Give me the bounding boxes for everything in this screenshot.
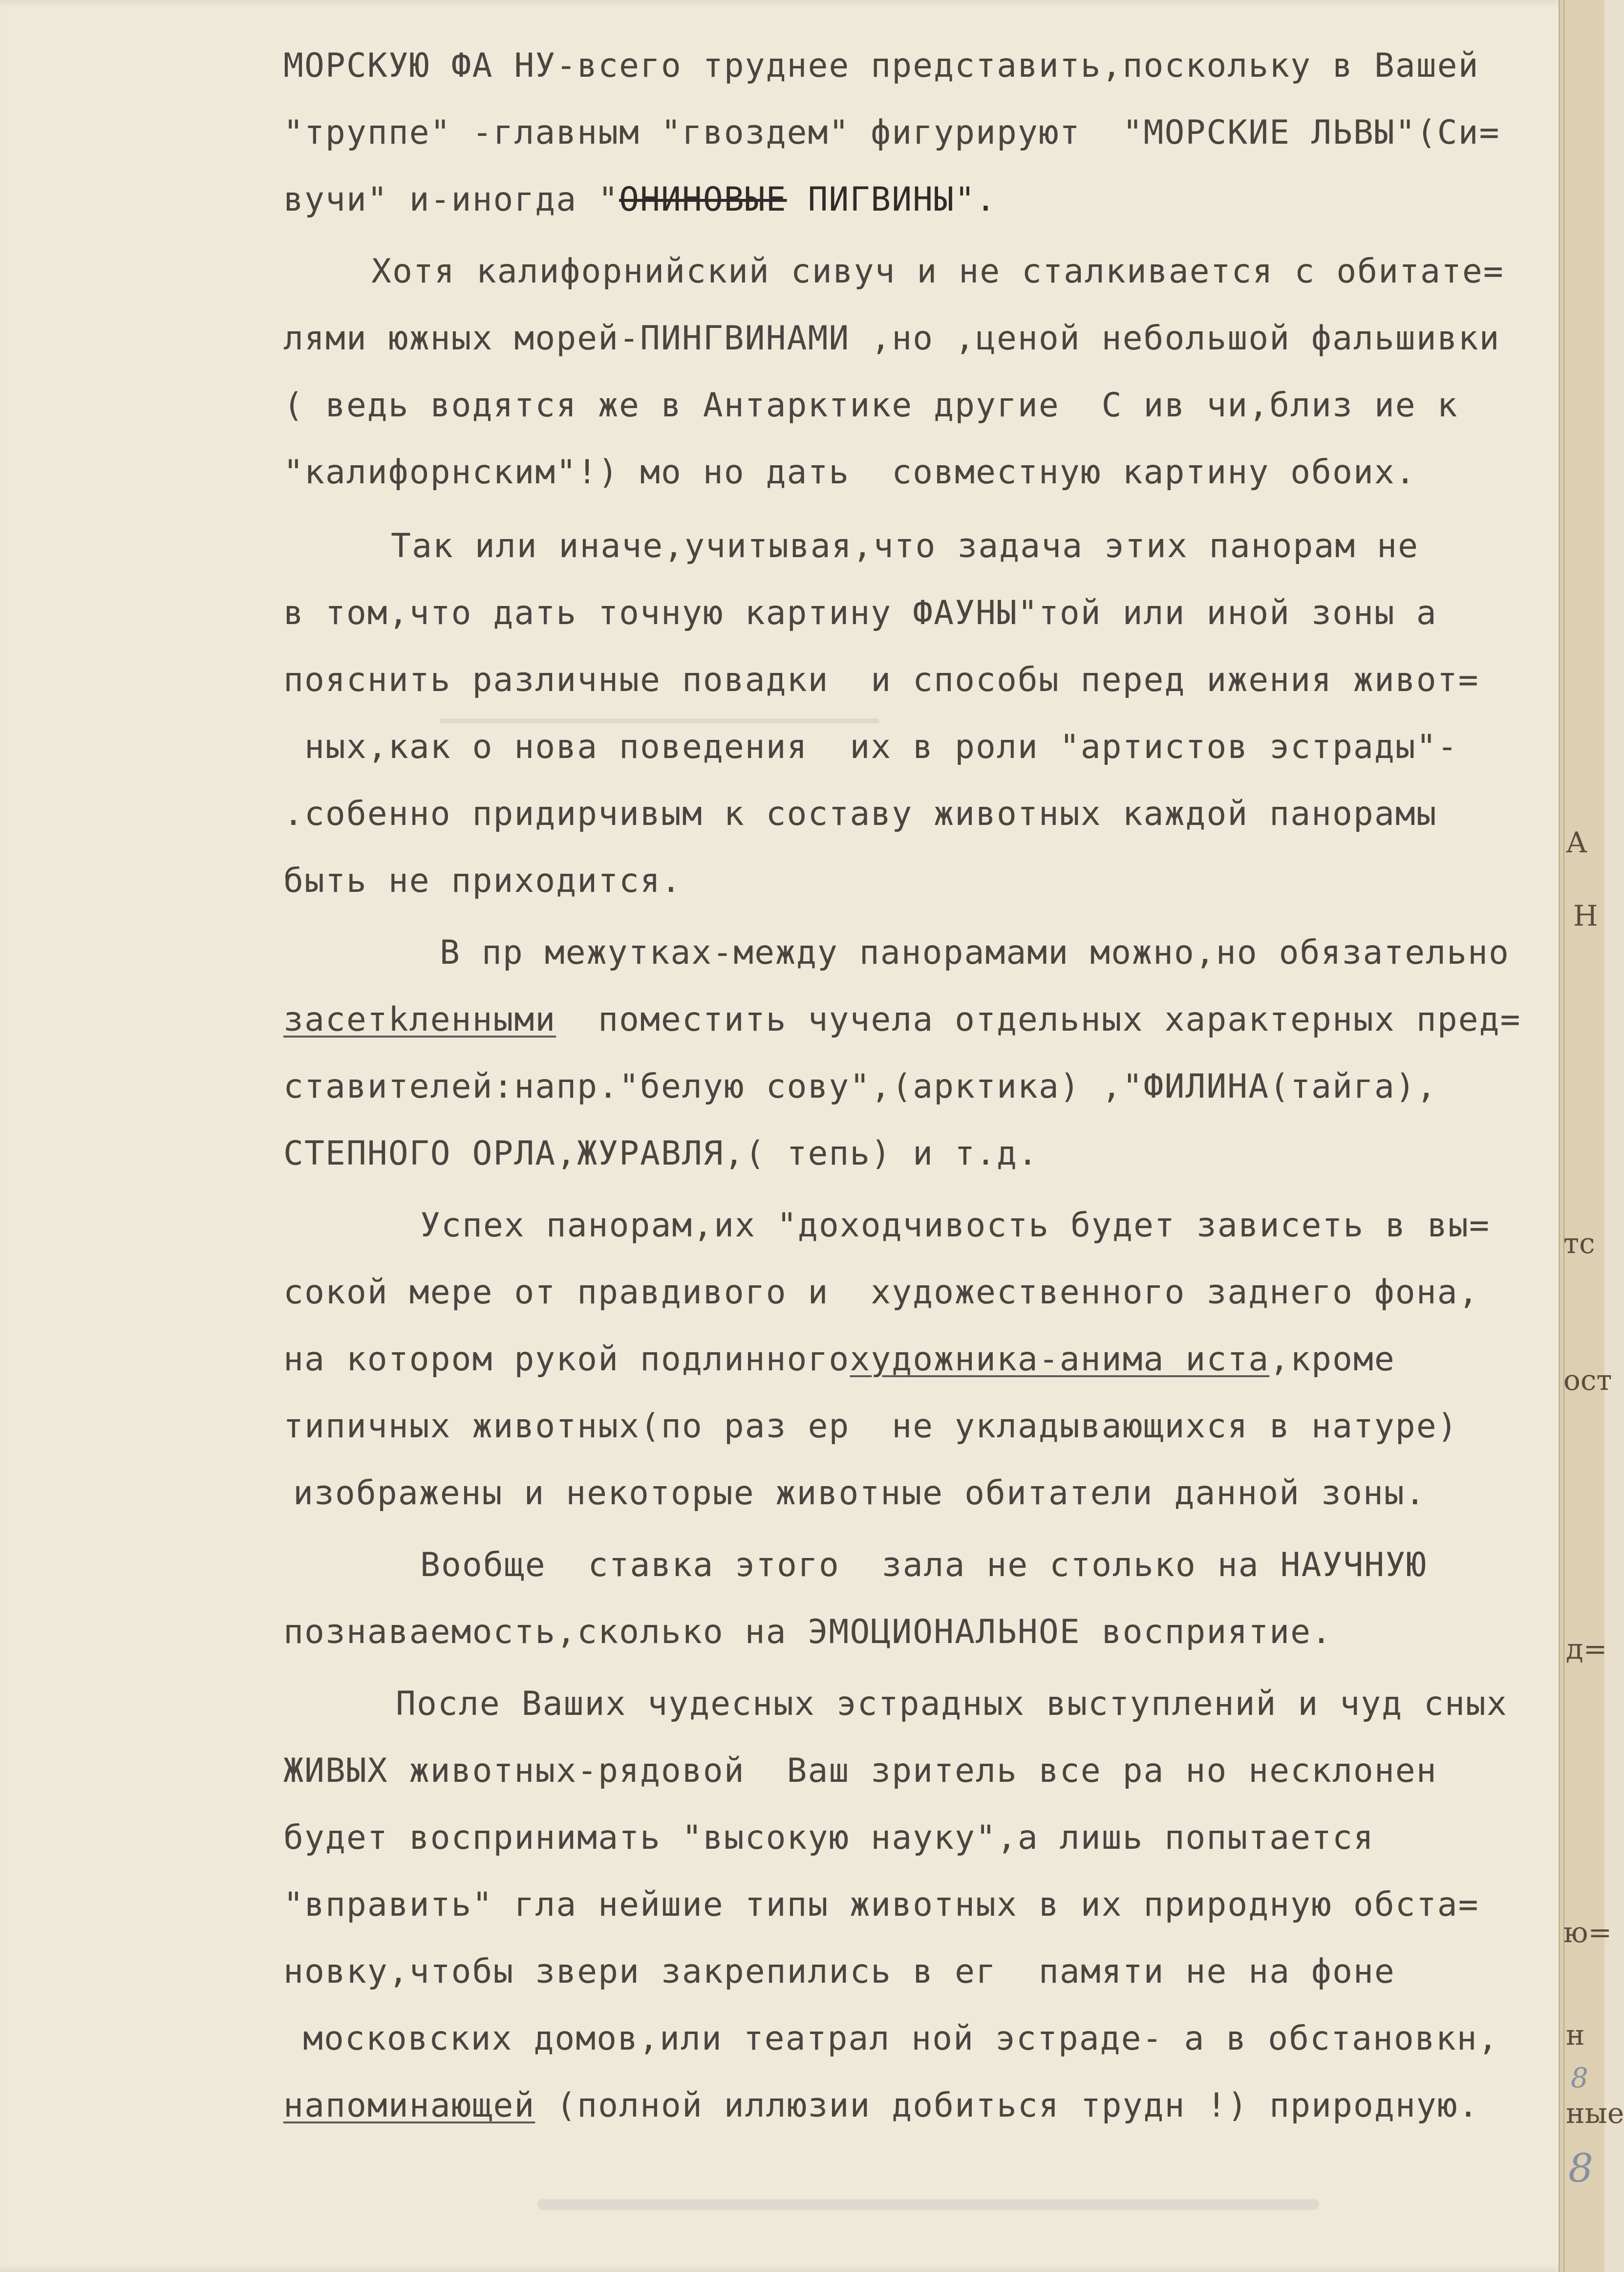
- text-line: московских домов,или театрал ной эстраде- а в обстановкн,: [303, 2019, 1499, 2058]
- text-line: МОРСКУЮ ФА НУ-всего труднее представить,поскольку в Вашей: [283, 46, 1479, 85]
- text-line: лями южных морей-ПИНГВИНАМИ ,но ,ценой небольшой фальшивки: [283, 319, 1500, 358]
- text-line-start: вучи" и-иногда ": [283, 180, 620, 219]
- text-line: ЖИВЫХ животных-рядовой Ваш зритель все ра но несклонен: [283, 1752, 1437, 1790]
- margin-fragment: А: [1566, 826, 1587, 859]
- text-line: "вправить" гла нейшие типы животных в их природную обста=: [283, 1885, 1479, 1924]
- text-line-end: ,кроме: [1269, 1340, 1395, 1379]
- text-line: ставителей:напр."белую сову",(арктика) ,"ФИЛИНА(тайга),: [283, 1067, 1437, 1106]
- text-line: [283, 180, 997, 219]
- text-line: Успех панорам,их "доходчивость будет зависеть в вы=: [420, 1206, 1490, 1245]
- text-line: [283, 1000, 1521, 1039]
- text-line: будет воспринимать "высокую науку",а лишь попытается: [283, 1818, 1374, 1857]
- text-line: ных,как о нова поведения их в роли "артистов эстрады"-: [283, 728, 1458, 766]
- text-line: Так или иначе,учитывая,что задача этих панорам не: [391, 527, 1419, 565]
- text-line: .собенно придирчивым к составу животных каждой панорамы: [283, 795, 1437, 833]
- text-line: В пр межутках-между панорамами можно,но обязательно: [440, 933, 1510, 972]
- ink-bleed: [537, 2199, 1319, 2210]
- text-line: После Ваших чудесных эстрадных выступлений и чуд сных: [396, 1685, 1508, 1723]
- text-line: Вообще ставка этого зала не столько на НАУЧНУЮ: [420, 1546, 1428, 1584]
- text-line: изображены и некоторые животные обитатели данной зоны.: [293, 1474, 1426, 1513]
- pencil-mark: 8: [1568, 2145, 1593, 2191]
- underlined-word: засетkленными: [283, 1000, 556, 1039]
- text-line: сокой мере от правдивого и художественного заднего фона,: [283, 1273, 1479, 1312]
- text-line: [283, 1340, 1395, 1379]
- text-line: типичных животных(по раз ер не укладывающихся в натуре): [283, 1407, 1458, 1446]
- text-line: пояснить различные повадки и способы перед ижения живот=: [283, 661, 1479, 699]
- pencil-mark: 8: [1571, 2062, 1588, 2094]
- text-line-start: на котором рукой подлинного: [283, 1340, 850, 1379]
- text-line: СТЕПНОГО ОРЛА,ЖУРАВЛЯ,( тепь) и т.д.: [283, 1134, 1039, 1173]
- underlined-phrase: художника-анима иста: [850, 1340, 1270, 1379]
- margin-fragment: Н: [1573, 899, 1598, 932]
- struck-word: ОНИНОВЫЕ: [619, 180, 787, 219]
- text-line: познаваемость,сколько на ЭМОЦИОНАЛЬНОЕ восприятие.: [283, 1613, 1332, 1651]
- margin-fragment: д=: [1566, 1632, 1607, 1666]
- text-line: Хотя калифорнийский сивуч и не сталкивается с обитате=: [371, 252, 1504, 291]
- margin-fragment: ю=: [1563, 1916, 1612, 1949]
- text-line: "труппе" -главным "гвоздем" фигурируют "МОРСКИЕ ЛЬВЫ"(Си=: [283, 113, 1500, 152]
- text-line-rest: (полной иллюзии добиться трудн !) природную.: [556, 2086, 1479, 2125]
- margin-fragment: н: [1566, 2018, 1585, 2052]
- underlined-word: напоминающей: [283, 2086, 535, 2125]
- text-line: ( ведь водятся же в Антарктике другие С ив чи,близ ие к: [283, 386, 1458, 425]
- right-margin-fragments: [1561, 0, 1624, 2272]
- text-line-rest: поместить чучела отдельных характерных пред=: [598, 1000, 1521, 1039]
- ink-bleed: [440, 718, 879, 723]
- text-line-end: ПИГВИНЫ".: [787, 180, 997, 219]
- margin-fragment: тс: [1563, 1227, 1595, 1260]
- text-line: быть не приходится.: [283, 862, 682, 900]
- margin-fragment: ост: [1563, 1363, 1612, 1397]
- text-line: [283, 2086, 1479, 2125]
- margin-fragment: ные: [1566, 2097, 1624, 2130]
- text-line: "калифорнским"!) мо но дать совместную картину обоих.: [283, 453, 1416, 492]
- text-line: в том,что дать точную картину ФАУНЫ"той или иной зоны а: [283, 594, 1437, 632]
- text-line: новку,чтобы звери закрепились в ег памяти не на фоне: [283, 1952, 1395, 1991]
